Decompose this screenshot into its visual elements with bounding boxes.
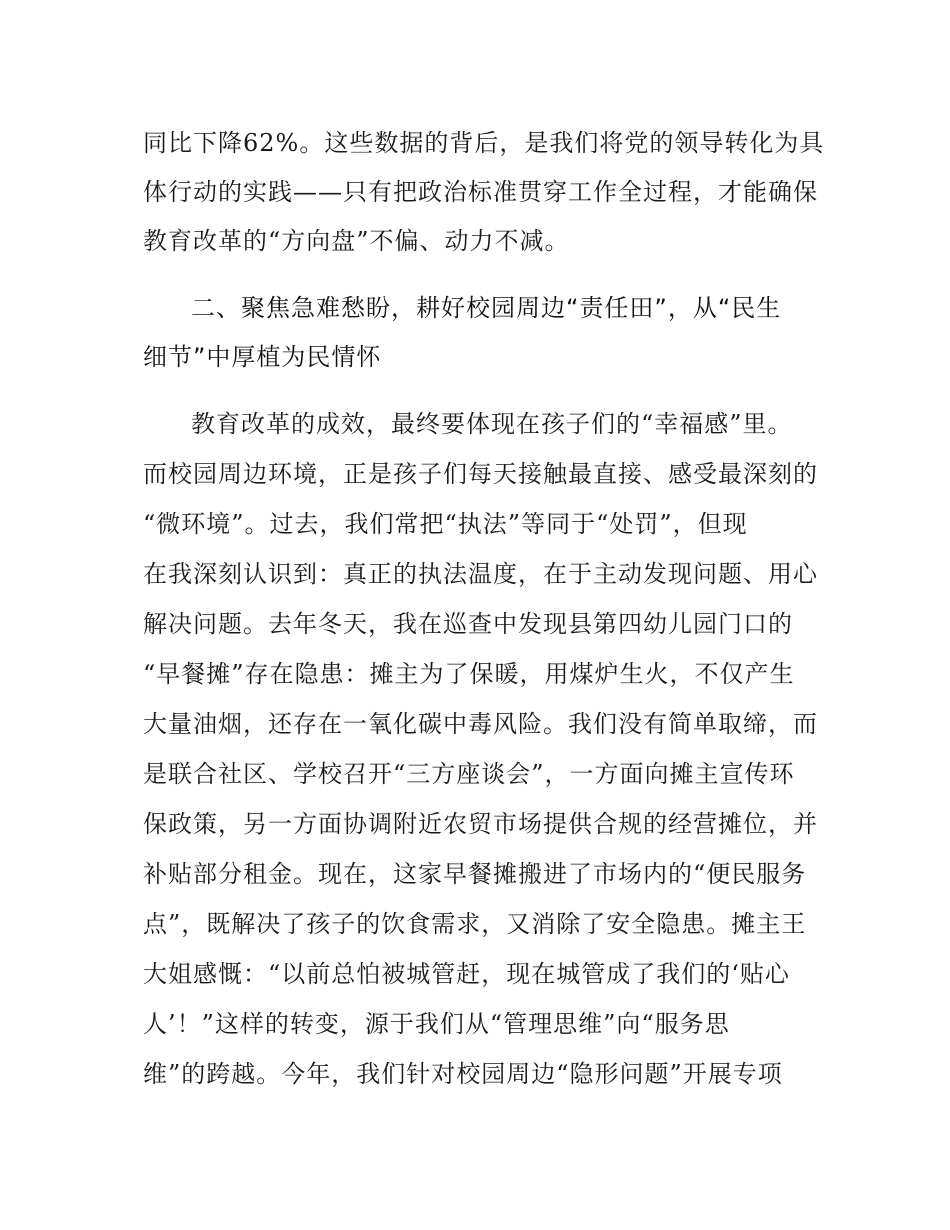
paragraph-line: 教育改革的成效，最终要体现在孩子们的“幸福感”里。 xyxy=(191,410,793,438)
paragraph-line: 大量油烟，还存在一氧化碳中毒风险。我们没有简单取缔，而 xyxy=(143,710,818,738)
paragraph-line: 同比下降62%。这些数据的背后，是我们将党的领导转化为具 xyxy=(143,129,825,157)
paragraph-line: 人’！”这样的转变，源于我们从“管理思维”向“服务思 xyxy=(143,1010,730,1038)
paragraph-line: “早餐摊”存在隐患：摊主为了保暖，用煤炉生火，不仅产生 xyxy=(143,660,795,688)
paragraph-line: 补贴部分租金。现在，这家早餐摊搬进了市场内的“便民服务 xyxy=(143,860,807,888)
section-heading-line: 二、聚焦急难愁盼，耕好校园周边“责任田”，从“民生 xyxy=(191,294,782,322)
paragraph-line: 体行动的实践——只有把政治标准贯穿工作全过程，才能确保 xyxy=(143,178,818,206)
paragraph-line: 大姐感慨：“以前总怕被城管赶，现在城管成了我们的‘贴心 xyxy=(143,960,790,988)
paragraph-line: 点”，既解决了孩子的饮食需求，又消除了安全隐患。摊主王 xyxy=(143,910,807,938)
paragraph-line: 而校园周边环境，正是孩子们每天接触最直接、感受最深刻的 xyxy=(143,460,818,488)
paragraph-line: 在我深刻认识到：真正的执法温度，在于主动发现问题、用心 xyxy=(143,560,818,588)
paragraph-line: 解决问题。去年冬天，我在巡查中发现县第四幼儿园门口的 xyxy=(143,610,793,638)
paragraph-line: “微环境”。过去，我们常把“执法”等同于“处罚”，但现 xyxy=(143,510,748,538)
paragraph-line: 维”的跨越。今年，我们针对校园周边“隐形问题”开展专项 xyxy=(143,1060,783,1088)
paragraph-line: 是联合社区、学校召开“三方座谈会”，一方面向摊主宣传环 xyxy=(143,760,795,788)
paragraph-line: 教育改革的“方向盘”不偏、动力不减。 xyxy=(143,227,570,255)
paragraph-line: 保政策，另一方面协调附近农贸市场提供合规的经营摊位，并 xyxy=(143,810,818,838)
section-heading-line: 细节”中厚植为民情怀 xyxy=(143,343,382,371)
